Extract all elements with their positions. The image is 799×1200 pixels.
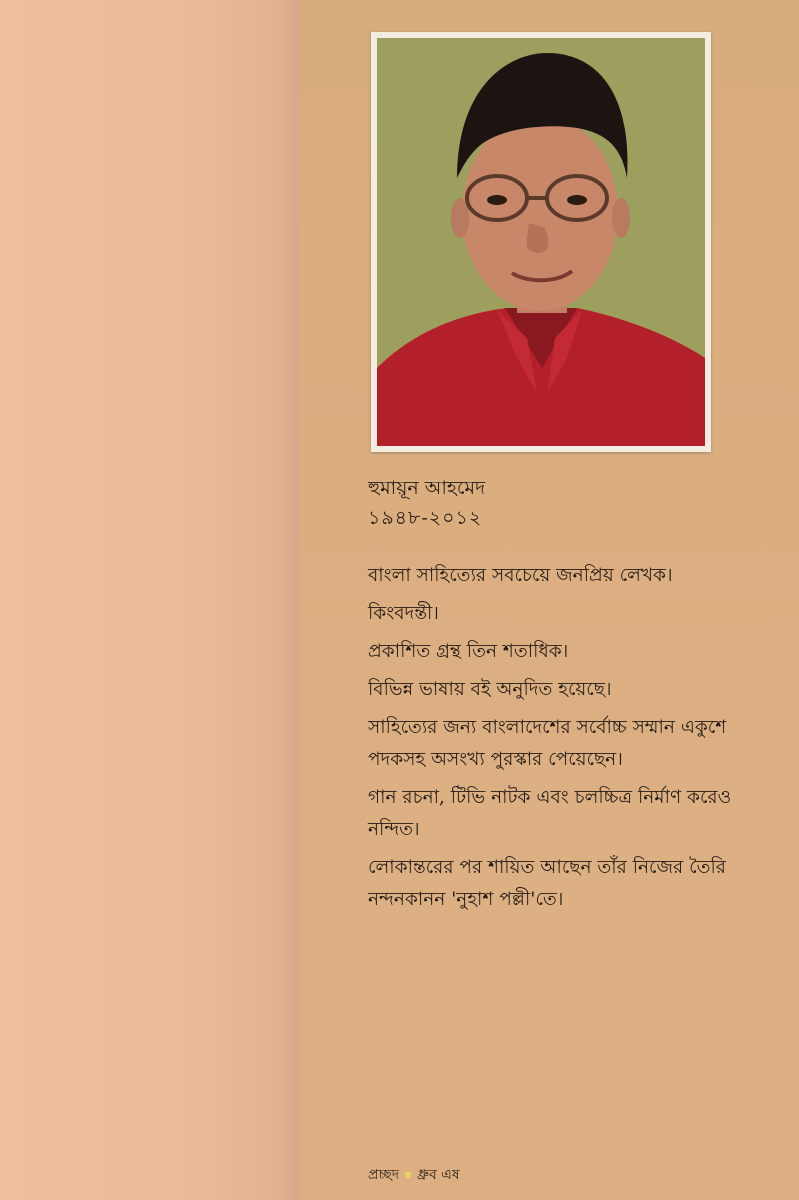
credit-label: প্রচ্ছদ (368, 1167, 400, 1183)
author-name: হুমায়ূন আহমেদ (368, 477, 486, 499)
bio-line: বিভিন্ন ভাষায় বই অনুদিত হয়েছে। (368, 679, 612, 700)
cover-left-flap (0, 0, 300, 1200)
bio-line: লোকান্তরের পর শায়িত আছেন তাঁর নিজের তৈরি নন্দনকানন 'নুহাশ পল্লী'তে। (368, 857, 726, 910)
author-bio (368, 560, 788, 922)
bio-line: প্রকাশিত গ্রন্থ তিন শতাধিক। (368, 641, 569, 662)
bio-line: বাংলা সাহিত্যের সবচেয়ে জনপ্রিয় লেখক। (368, 565, 673, 586)
bio-line: কিংবদন্তী। (368, 603, 439, 624)
bio-line: সাহিত্যের জন্য বাংলাদেশের সর্বোচ্চ সম্মান একুশে পদকসহ অসংখ্য পুরস্কার পেয়েছেন। (368, 717, 727, 770)
bio-line: গান রচনা, টিভি নাটক এবং চলচ্চিত্র নির্মাণ করেও নন্দিত। (368, 787, 732, 840)
author-portrait-image (377, 38, 705, 446)
author-photo (377, 38, 705, 446)
cover-credit (368, 1163, 460, 1187)
credit-name: ধ্রুব এষ (417, 1167, 460, 1183)
author-years: ১৯৪৮-২০১২ (368, 507, 483, 529)
author-photo-frame (371, 32, 711, 452)
separator-square-icon (405, 1172, 411, 1178)
